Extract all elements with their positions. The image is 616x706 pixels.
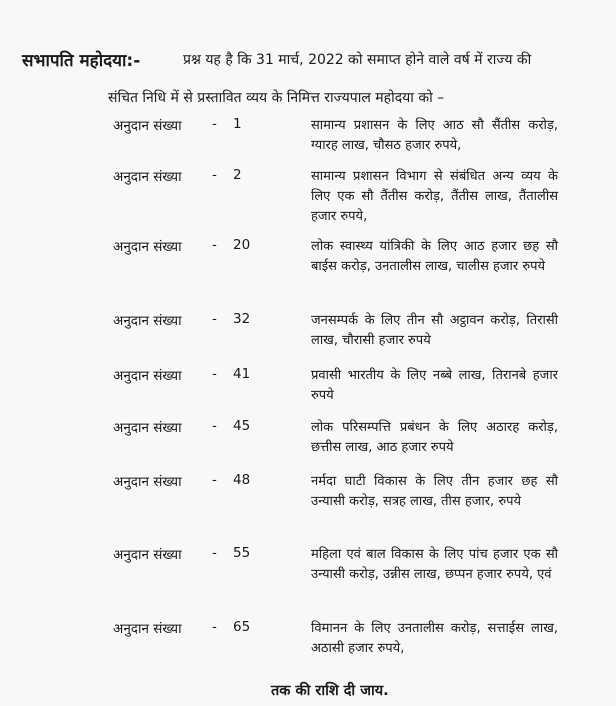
grant-description: लोक परिसम्पत्ति प्रबंधन के लिए अठारह करोड़, छत्तीस लाख, आठ हजार रुपये	[311, 420, 558, 455]
grant-description: नर्मदा घाटी विकास के लिए तीन हजार छह सौ उन्यासी करोड़, सत्रह लाख, तीस हजार, रुपये	[311, 474, 558, 509]
grant-dash: -	[212, 237, 217, 253]
grant-label: अनुदान संख्या	[113, 239, 182, 255]
grant-description: विमानन के लिए उनतालीस करोड़, सत्ताईस लाख, अठासी हजार रुपये,	[311, 621, 558, 656]
grant-number: 1	[233, 116, 242, 132]
motion-closing: तक की राशि दी जाय.	[271, 683, 389, 699]
grant-dash: -	[212, 545, 217, 561]
grant-description: जनसम्पर्क के लिए तीन सौ अट्ठावन करोड़, तिरासी लाख, चौरासी हजार रुपये	[311, 313, 558, 348]
grant-label: अनुदान संख्या	[113, 118, 182, 134]
grant-number: 2	[233, 167, 242, 183]
grant-number: 20	[233, 237, 251, 253]
grant-dash: -	[212, 418, 217, 434]
grant-dash: -	[212, 167, 217, 183]
grant-label: अनुदान संख्या	[113, 313, 182, 329]
grant-description: प्रवासी भारतीय के लिए नब्बे लाख, तिरानबे हजार रुपये	[311, 368, 558, 403]
grant-number: 32	[233, 311, 251, 327]
grant-description: सामान्य प्रशासन विभाग से संबंधित अन्य व्यय के लिए एक सौ तैंतीस करोड़, तैंतीस लाख, तैंतालीस हजार रुपये,	[311, 169, 558, 224]
grant-description: महिला एवं बाल विकास के लिए पांच हजार एक सौ उन्यासी करोड़, उन्नीस लाख, छप्पन हजार रुपये, एवं	[311, 547, 558, 582]
grant-label: अनुदान संख्या	[113, 169, 182, 185]
grant-label: अनुदान संख्या	[113, 420, 182, 436]
grant-dash: -	[212, 366, 217, 382]
speaker-label: सभापति महोदया:-	[22, 51, 141, 71]
grant-number: 48	[233, 472, 251, 488]
grant-dash: -	[212, 472, 217, 488]
motion-intro-line-2: संचित निधि में से प्रस्तावित व्यय के निमित्त राज्यपाल महोदया को –	[108, 90, 445, 106]
grant-label: अनुदान संख्या	[113, 474, 182, 490]
grant-label: अनुदान संख्या	[113, 547, 182, 563]
grant-number: 41	[233, 366, 251, 382]
grant-dash: -	[212, 116, 217, 132]
grant-description: सामान्य प्रशासन के लिए आठ सौ सैंतीस करोड़, ग्यारह लाख, चौसठ हजार रुपये,	[311, 118, 558, 153]
grant-description: लोक स्वास्थ्य यांत्रिकी के लिए आठ हजार छह सौ बाईस करोड़, उनतालीस लाख, चालीस हजार रुपये	[311, 239, 558, 274]
grant-dash: -	[212, 311, 217, 327]
grant-number: 55	[233, 545, 251, 561]
grant-number: 65	[233, 619, 251, 635]
grant-label: अनुदान संख्या	[113, 621, 182, 637]
grant-label: अनुदान संख्या	[113, 368, 182, 384]
grant-number: 45	[233, 418, 251, 434]
motion-intro-line-1: प्रश्न यह है कि 31 मार्च, 2022 को समाप्त होने वाले वर्ष में राज्य की	[183, 52, 532, 68]
grant-dash: -	[212, 619, 217, 635]
